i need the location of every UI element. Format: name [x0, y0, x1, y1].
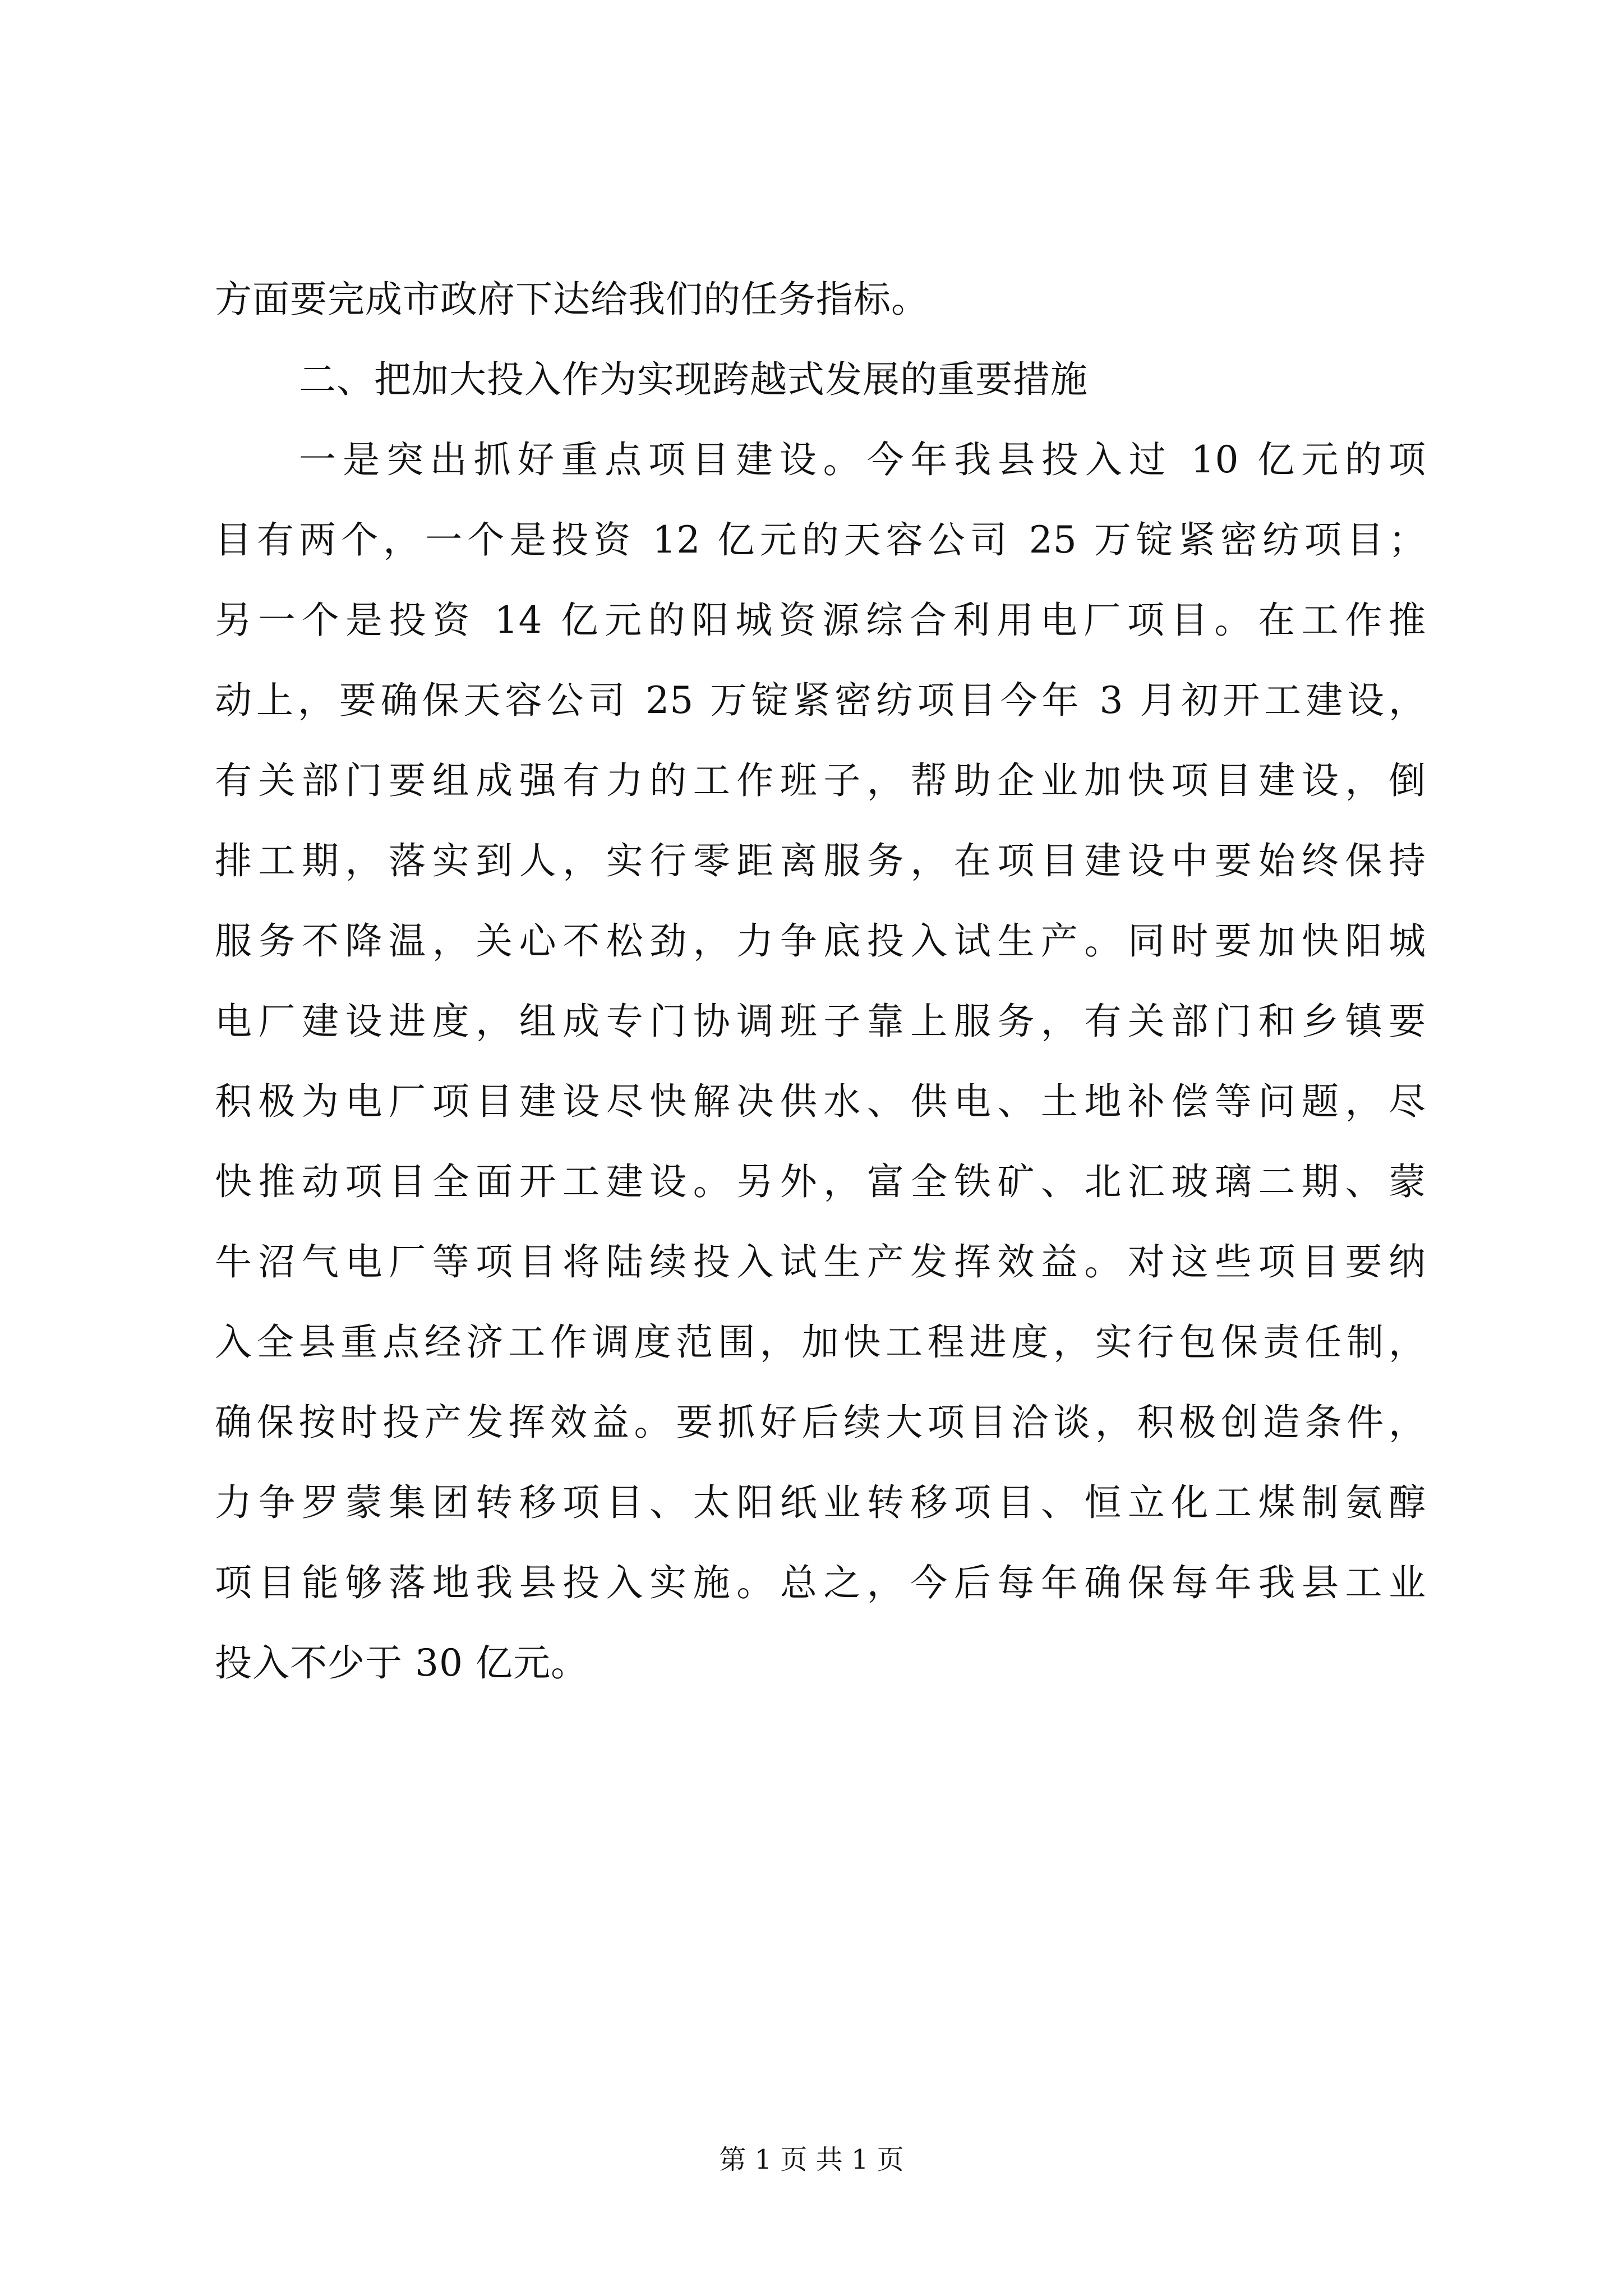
text-line: 力争罗蒙集团转移项目、太阳纸业转移项目、恒立化工煤制氨醇 — [215, 1481, 1426, 1524]
text-line: 快推动项目全面开工建设。另外，富全铁矿、北汇玻璃二期、蒙 — [215, 1160, 1426, 1203]
text-line: 投入不少于 30 亿元。 — [215, 1641, 588, 1685]
text-line: 电厂建设进度，组成专门协调班子靠上服务，有关部门和乡镇要 — [215, 1000, 1426, 1043]
page-footer — [0, 2143, 1623, 2177]
section-heading: 二、把加大投入作为实现跨越式发展的重要措施 — [299, 358, 1088, 401]
text-line: 动上，要确保天容公司 25 万锭紧密纺项目今年 3 月初开工建设， — [215, 679, 1426, 722]
text-line: 一是突出抓好重点项目建设。今年我县投入过 10 亿元的项 — [299, 438, 1426, 481]
text-line: 入全县重点经济工作调度范围，加快工程进度，实行包保责任制， — [215, 1320, 1426, 1364]
text-line: 排工期，落实到人，实行零距离服务，在项目建设中要始终保持 — [215, 839, 1426, 882]
page-number-label: 第 1 页 共 1 页 — [719, 2144, 904, 2175]
text-line: 有关部门要组成强有力的工作班子，帮助企业加快项目建设，倒 — [215, 759, 1426, 802]
text-line: 积极为电厂项目建设尽快解决供水、供电、土地补偿等问题，尽 — [215, 1080, 1426, 1123]
text-line: 项目能够落地我县投入实施。总之，今后每年确保每年我县工业 — [215, 1561, 1426, 1604]
text-line: 另一个是投资 14 亿元的阳城资源综合利用电厂项目。在工作推 — [215, 599, 1426, 642]
document-body — [215, 259, 1426, 1703]
text-line: 确保按时投产发挥效益。要抓好后续大项目洽谈，积极创造条件， — [215, 1401, 1426, 1444]
text-line: 目有两个，一个是投资 12 亿元的天容公司 25 万锭紧密纺项目； — [215, 518, 1426, 562]
text-line: 方面要完成市政府下达给我们的任务指标。 — [215, 278, 929, 321]
text-line: 服务不降温，关心不松劲，力争底投入试生产。同时要加快阳城 — [215, 919, 1426, 963]
text-line: 牛沼气电厂等项目将陆续投入试生产发挥效益。对这些项目要纳 — [215, 1240, 1426, 1283]
